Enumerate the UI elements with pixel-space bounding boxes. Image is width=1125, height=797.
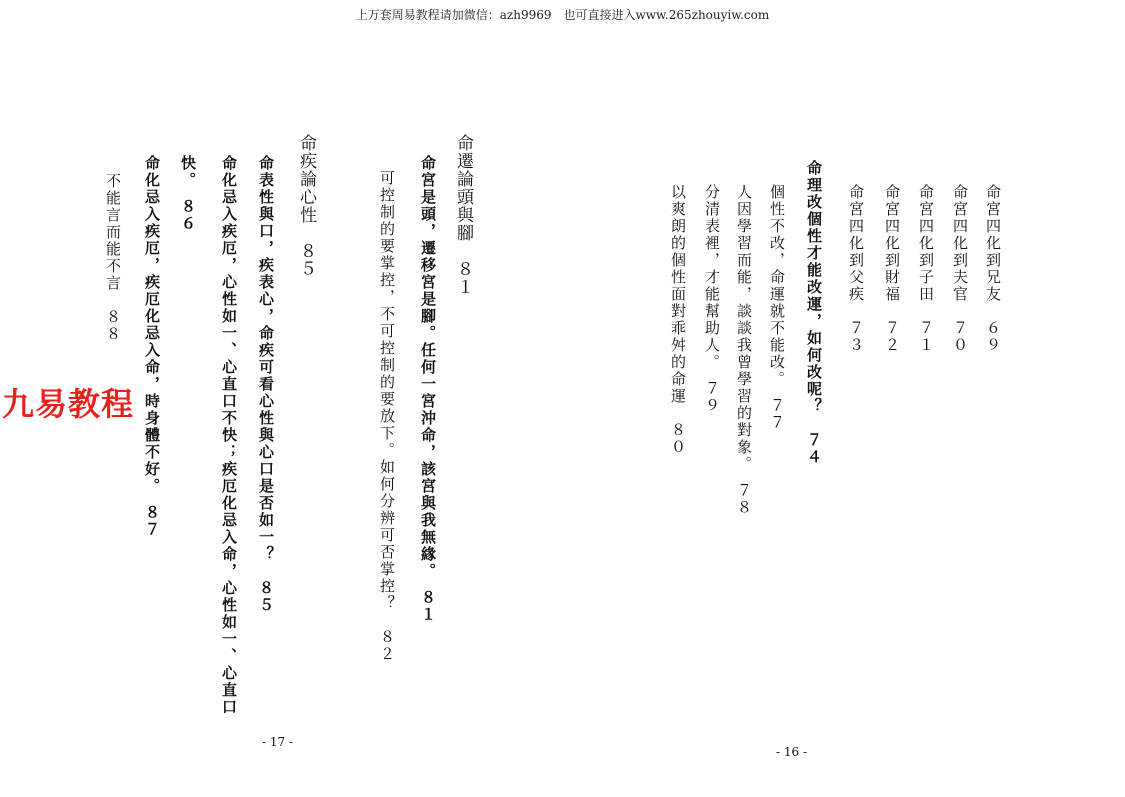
top-banner: 上万套周易教程请加微信：azh9969 也可直接进入www.265zhouyiw.com <box>355 8 770 22</box>
toc-heading: 命化忌入疾厄，疾厄化忌入命，時身體不好。 ８７ <box>143 155 161 539</box>
page-number: - 16 - <box>776 745 808 759</box>
toc-heading: 快。 ８６ <box>179 155 197 233</box>
toc-line: 命宮四化到子田 ７１ <box>917 184 935 354</box>
toc-line: 命宮四化到夫官 ７０ <box>951 184 969 354</box>
toc-line: 以爽朗的個性面對乖舛的命運 ８０ <box>669 184 687 456</box>
watermark-logo: 九易教程 <box>0 379 136 425</box>
page-number: - 17 - <box>262 735 294 749</box>
toc-line: 個性不改，命運就不能改。 ７７ <box>768 184 786 432</box>
toc-line: 可控制的要掌控，不可控制的要放下。如何分辨可否掌控？ ８２ <box>378 170 396 663</box>
toc-line: 命宮四化到父疾 ７３ <box>847 184 865 354</box>
toc-line: 不能言而能不言 ８８ <box>104 173 122 343</box>
toc-heading: 命理改個性才能改運，如何改呢？ ７４ <box>805 160 823 466</box>
toc-line: 分清表裡，才能幫助人。 ７９ <box>703 184 721 415</box>
toc-heading: 命表性與口，疾表心，命疾可看心性與心口是否如一？ ８５ <box>257 155 275 614</box>
section-heading: 命遷論頭與腳 ８１ <box>453 134 473 296</box>
toc-heading: 命化忌入疾厄，心性如一、心直口不快；疾厄化忌入命，心性如一、心直口 <box>220 155 238 716</box>
toc-line: 命宮四化到財福 ７２ <box>883 184 901 354</box>
section-heading: 命疾論心性 ８５ <box>296 134 316 278</box>
toc-line: 人因學習而能，談談我曾學習的對象。 ７８ <box>735 184 753 517</box>
toc-line: 命宮四化到兄友 ６９ <box>984 184 1002 354</box>
toc-heading: 命宮是頭，遷移宮是腳。任何一宮沖命，該宮與我無緣。 ８１ <box>419 155 437 624</box>
